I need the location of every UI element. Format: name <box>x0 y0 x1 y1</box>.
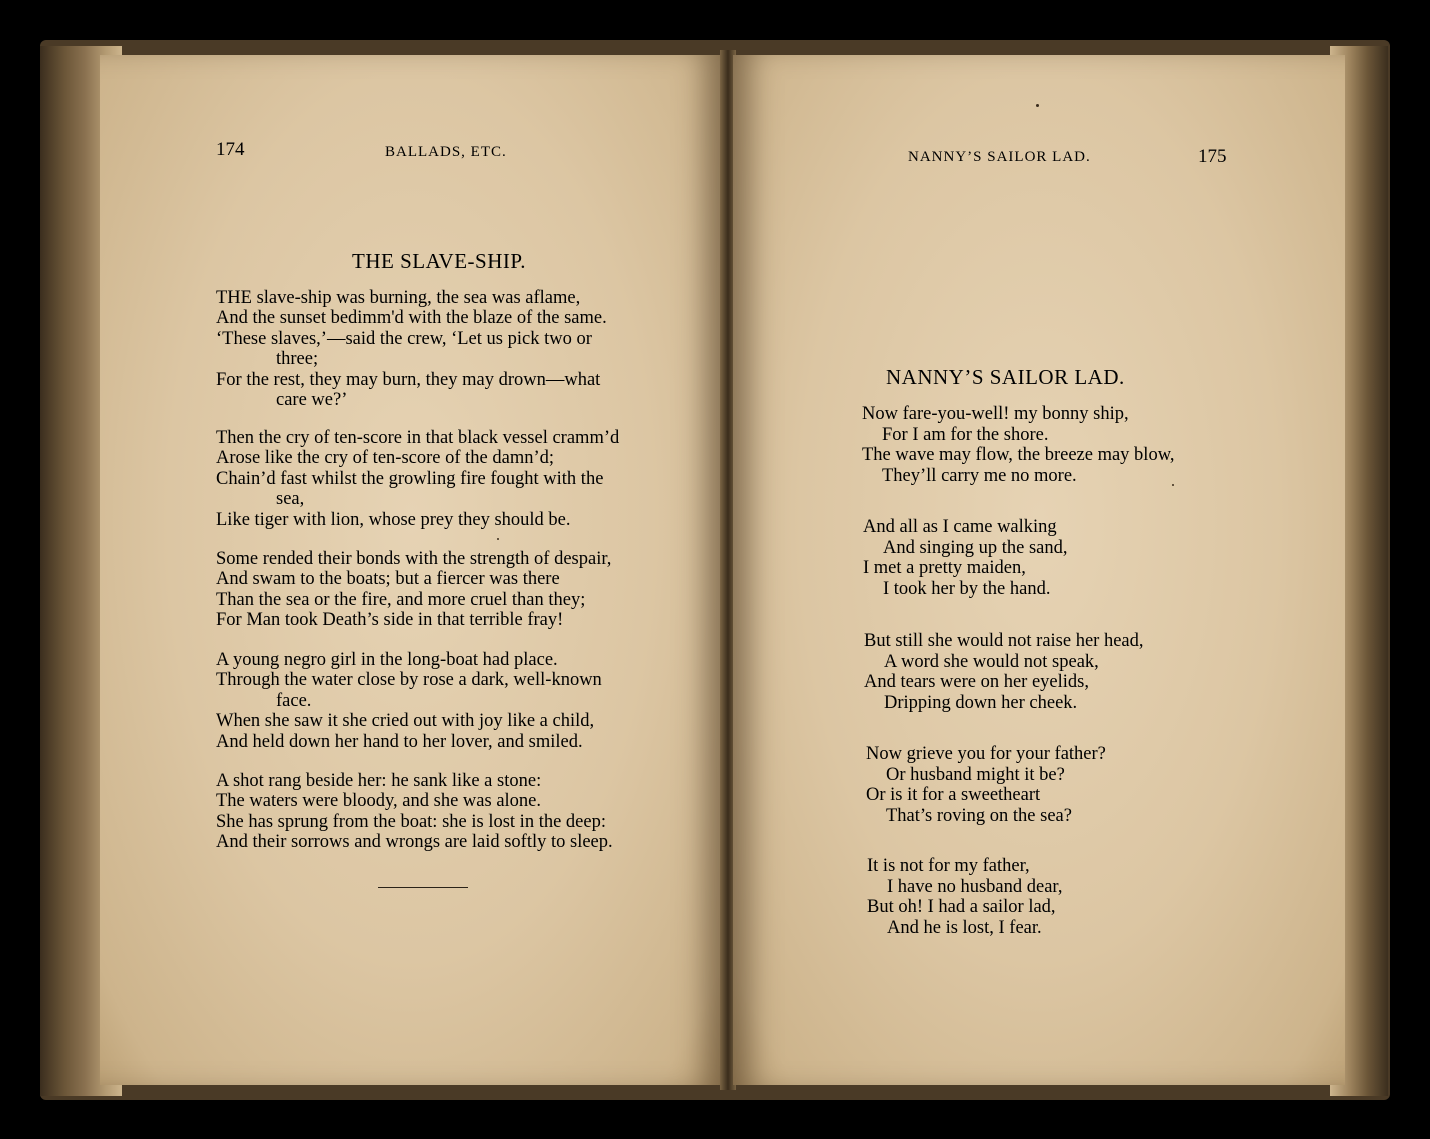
stanza-1 <box>216 288 607 410</box>
poem-line: And swam to the boats; but a fiercer was there <box>216 569 560 590</box>
poem-line: It is not for my father, <box>867 856 1030 876</box>
poem-line-indented: I took her by the hand. <box>883 578 1051 599</box>
poem-line-indented: And singing up the sand, <box>883 537 1068 558</box>
poem-line-continuation: three; <box>276 349 319 370</box>
poem-line-indented: They’ll carry me no more. <box>882 465 1077 486</box>
poem-line: Now grieve you for your father? <box>866 744 1106 764</box>
poem-line: Then the cry of ten-score in that black vessel cramm’d <box>216 428 620 448</box>
poem-line: Than the sea or the fire, and more cruel than they; <box>216 589 586 610</box>
stanza-3 <box>864 631 1144 713</box>
poem-line: I met a pretty maiden, <box>863 558 1026 578</box>
paper-speck <box>1036 104 1039 107</box>
poem-line: Chain’d fast whilst the growling fire fought with the <box>216 468 604 489</box>
poem-line: And their sorrows and wrongs are laid softly to sleep. <box>216 832 613 853</box>
poem-line-indented: Dripping down her cheek. <box>884 692 1078 713</box>
stanza-2 <box>216 428 619 530</box>
right-page-number: 175 <box>1198 146 1227 167</box>
poem-line-indented: For I am for the shore. <box>882 424 1049 445</box>
poem-line: A young negro girl in the long-boat had place. <box>216 650 558 670</box>
poem-line-indented: That’s roving on the sea? <box>886 805 1072 826</box>
poem-line: Now fare-you-well! my bonny ship, <box>862 404 1129 424</box>
poem-line: Arose like the cry of ten-score of the damn’d; <box>216 448 555 469</box>
poem-line: For Man took Death’s side in that terrible fray! <box>216 610 564 631</box>
poem-line: Or is it for a sweetheart <box>866 785 1041 805</box>
poem-line: Like tiger with lion, whose prey they should be. <box>216 509 571 530</box>
poem-line: The wave may flow, the breeze may blow, <box>862 445 1175 465</box>
right-running-head: NANNY’S SAILOR LAD. <box>908 149 1091 165</box>
poem-line: ‘These slaves,’—said the crew, ‘Let us pick two or <box>216 328 592 349</box>
poem-line: And all as I came walking <box>863 517 1057 537</box>
left-running-head: BALLADS, ETC. <box>385 144 507 160</box>
poem-title-nannys-sailor-lad: NANNY’S SAILOR LAD. <box>886 365 1125 389</box>
stanza-4 <box>866 744 1106 826</box>
poem-line: She has sprung from the boat: she is lost in the deep: <box>216 811 606 832</box>
paper-speck <box>497 538 499 540</box>
poem-line: And tears were on her eyelids, <box>864 672 1089 692</box>
poem-line-indented: A word she would not speak, <box>884 651 1099 672</box>
poem-line-continuation: face. <box>276 690 312 711</box>
poem-line-continuation: sea, <box>276 489 305 510</box>
section-end-rule <box>378 887 468 888</box>
paper-speck <box>1172 484 1174 486</box>
poem-line-continuation: care we?’ <box>276 390 348 411</box>
poem-line: And the sunset bedimm'd with the blaze of the same. <box>216 308 607 329</box>
stanza-1 <box>862 404 1175 486</box>
poem-line-indented: I have no husband dear, <box>887 876 1063 897</box>
stanza-5 <box>216 771 613 853</box>
poem-title-slave-ship: THE SLAVE-SHIP. <box>352 249 526 273</box>
poem-line: Through the water close by rose a dark, well-known <box>216 670 602 691</box>
poem-line-indented: And he is lost, I fear. <box>887 917 1042 938</box>
stanza-5 <box>867 856 1062 938</box>
poem-line: And held down her hand to her lover, and smiled. <box>216 731 583 752</box>
poem-line: THE slave-ship was burning, the sea was aflame, <box>216 288 581 308</box>
poem-line: Some rended their bonds with the strength of despair, <box>216 549 612 569</box>
poem-line: But still she would not raise her head, <box>864 631 1144 651</box>
poem-line: The waters were bloody, and she was alone. <box>216 791 542 812</box>
poem-line: A shot rang beside her: he sank like a stone: <box>216 771 542 791</box>
poem-line: When she saw it she cried out with joy like a child, <box>216 711 595 732</box>
poem-line-indented: Or husband might it be? <box>886 764 1065 785</box>
stanza-2 <box>863 517 1067 599</box>
poem-line: For the rest, they may burn, they may drown—what <box>216 369 601 390</box>
stanza-3 <box>216 549 611 631</box>
stanza-4 <box>216 650 602 752</box>
poem-line: But oh! I had a sailor lad, <box>867 897 1056 917</box>
left-page-number: 174 <box>216 139 245 160</box>
